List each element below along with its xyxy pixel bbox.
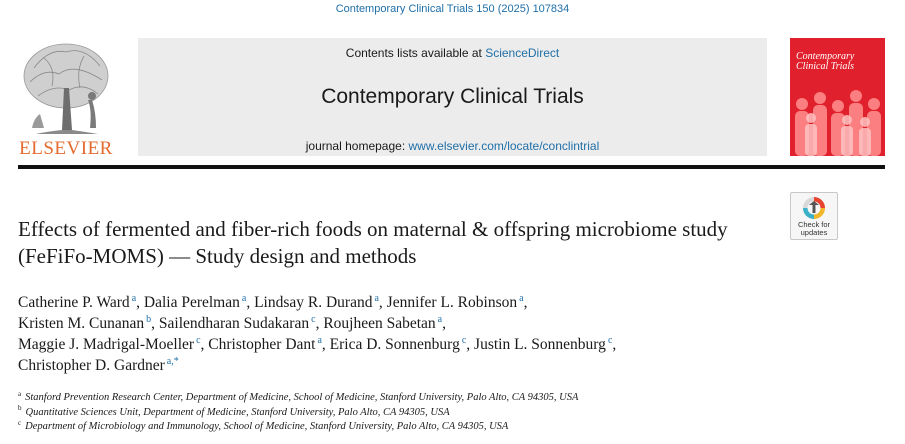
header-divider [18, 165, 885, 169]
check-for-label: Check for [797, 220, 831, 229]
author-separator: , [442, 315, 446, 332]
author-name-text: Maggie J. Madrigal-Moeller [18, 336, 195, 353]
author-affiliation-marker[interactable]: a [437, 313, 443, 325]
check-for-updates-button[interactable] [790, 192, 838, 240]
author-separator: , [378, 294, 387, 311]
author-list [18, 292, 818, 376]
author-name-text: Kristen M. Cunanan [18, 315, 145, 332]
author-affiliation-marker[interactable]: a [519, 292, 524, 304]
journal-citation-link[interactable]: Contemporary Clinical Trials 150 (2025) 107834 [335, 3, 570, 15]
author-name[interactable] [18, 357, 179, 374]
publisher-name: ELSEVIER [19, 138, 113, 159]
journal-title: Contemporary Clinical Trials [321, 85, 584, 108]
author-name[interactable] [18, 294, 136, 311]
author-name-text: Dalia Perelman [143, 294, 240, 311]
author-name[interactable] [330, 336, 467, 353]
author-separator: , [136, 294, 144, 311]
affiliation-marker: b [18, 404, 22, 412]
author-name[interactable] [159, 315, 316, 332]
affiliation-list [18, 391, 878, 435]
author-name[interactable] [323, 315, 442, 332]
author-affiliation-marker[interactable]: a [374, 292, 379, 304]
author-affiliation-marker[interactable]: a,* [166, 355, 179, 367]
contents-prefix: Contents lists available at [345, 46, 486, 60]
affiliation-marker: a [18, 389, 22, 398]
author-separator: , [200, 336, 209, 353]
check-for-updates-label [791, 221, 837, 237]
author-separator: , [315, 315, 324, 332]
elsevier-tree-icon [14, 38, 118, 138]
author-affiliation-marker[interactable]: c [461, 334, 467, 346]
author-separator: , [246, 294, 255, 311]
homepage-line [138, 139, 767, 153]
author-name-text: Lindsay R. Durand [254, 294, 373, 311]
author-name-text: Erica D. Sonnenburg [329, 336, 460, 353]
journal-homepage-link[interactable]: www.elsevier.com/locate/conclintrial [408, 139, 600, 153]
author-separator: , [612, 336, 617, 353]
author-affiliation-marker[interactable]: c [196, 334, 201, 346]
author-name[interactable] [208, 336, 322, 353]
author-separator: , [466, 336, 475, 353]
author-affiliation-marker[interactable]: a [241, 292, 247, 304]
author-name[interactable] [18, 336, 201, 353]
affiliation-text: Stanford Prevention Research Center, Department of Medicine, School of Medicine, Stanford University, Palo Alto, CA 94305, USA [25, 392, 579, 403]
journal-banner [138, 38, 767, 156]
affiliation-item [18, 406, 878, 421]
author-name[interactable] [387, 294, 524, 311]
author-affiliation-marker[interactable]: c [311, 313, 316, 325]
author-affiliation-marker[interactable]: a [131, 292, 137, 304]
author-name[interactable] [254, 294, 379, 311]
cover-title: Contemporary Clinical Trials [796, 51, 855, 72]
article-title: Effects of fermented and fiber-rich foods on maternal & offspring microbiome study (FeFiFo-MOMS) — Study design and methods [18, 217, 728, 268]
affiliation-marker: c [18, 418, 22, 427]
homepage-prefix: journal homepage: [305, 139, 409, 153]
author-name-text: Catherine P. Ward [18, 294, 130, 311]
author-name-text: Christopher Dant [208, 336, 316, 353]
author-name-text: Roujheen Sabetan [323, 315, 436, 332]
author-name[interactable] [144, 294, 246, 311]
affiliation-item [18, 420, 878, 435]
author-affiliation-marker[interactable]: b [146, 313, 152, 325]
author-affiliation-marker[interactable]: c [607, 334, 613, 346]
author-separator: , [321, 336, 330, 353]
author-name-text: Jennifer L. Robinson [386, 294, 518, 311]
cover-people-icon [790, 84, 885, 156]
author-separator: , [151, 315, 159, 332]
sciencedirect-link[interactable]: ScienceDirect [485, 46, 560, 60]
author-name[interactable] [474, 336, 612, 353]
journal-cover[interactable] [790, 38, 885, 156]
crossmark-icon [802, 196, 826, 220]
affiliation-text: Department of Microbiology and Immunology, School of Medicine, Stanford University, Palo Alto, CA 94305, USA [25, 421, 509, 432]
author-name-text: Christopher D. Gardner [18, 357, 165, 374]
contents-line [138, 46, 767, 60]
author-affiliation-marker[interactable]: a [317, 334, 322, 346]
author-name[interactable] [18, 315, 151, 332]
author-name-text: Justin L. Sonnenburg [474, 336, 606, 353]
updates-label: updates [800, 228, 828, 237]
author-separator: , [523, 294, 528, 311]
affiliation-text: Quantitative Sciences Unit, Department of Medicine, Stanford University, Palo Alto, CA 94305, USA [25, 406, 450, 418]
affiliation-item [18, 391, 878, 406]
author-name-text: Sailendharan Sudakaran [158, 315, 310, 332]
